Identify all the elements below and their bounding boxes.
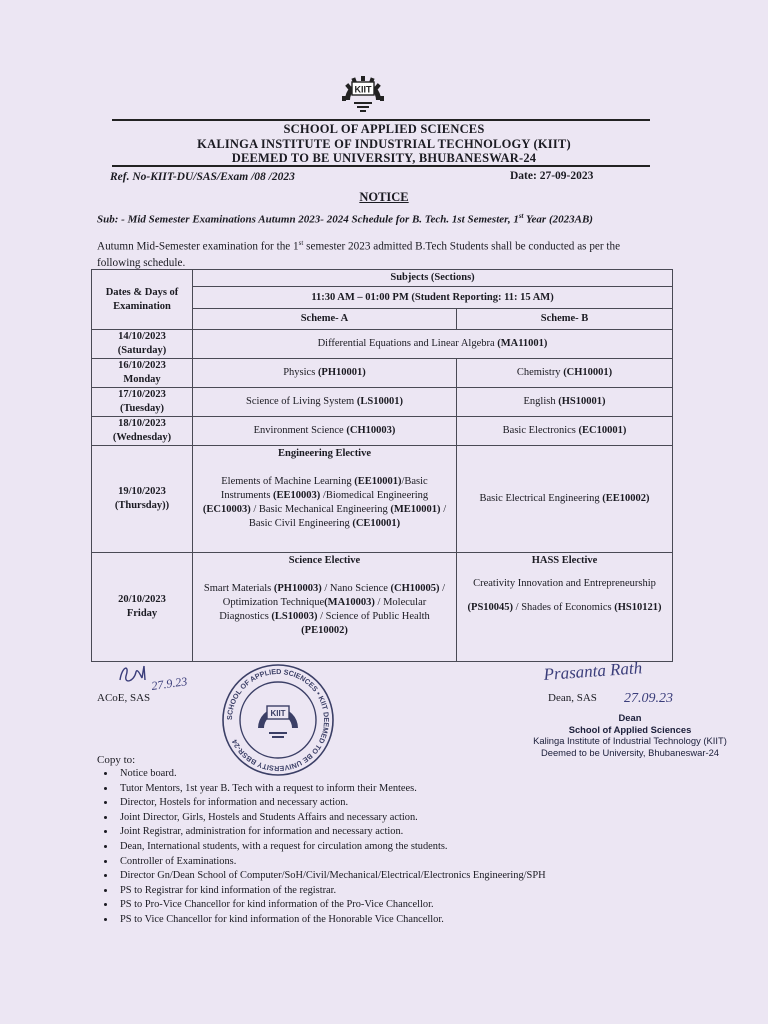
list-item: • Joint Director, Girls, Hostels and Students Affairs and necessary action.	[116, 811, 636, 826]
list-item: • Director, Hostels for information and necessary action.	[116, 796, 636, 811]
svg-text:KIIT: KIIT	[270, 709, 286, 718]
table-row	[92, 388, 673, 417]
scheme-b-subject: Basic Electrical Engineering (EE10002)	[457, 446, 673, 553]
institute-name: KALINGA INSTITUTE OF INDUSTRIAL TECHNOLOGY (KIIT)	[197, 137, 571, 151]
scheme-a-header: Scheme- A	[193, 309, 457, 330]
copy-to-label: Copy to:	[97, 754, 136, 766]
svg-text:KIIT: KIIT	[354, 84, 372, 95]
exam-date: 16/10/2023 Monday	[92, 359, 193, 388]
official-seal-icon	[218, 662, 338, 778]
scheme-a-subject: Physics (PH10001)	[193, 359, 457, 388]
list-item: • PS to Pro-Vice Chancellor for kind information of the Pro-Vice Chancellor.	[116, 898, 636, 913]
header-rule-top	[112, 119, 650, 121]
list-item: • PS to Registrar for kind information of the registrar.	[116, 884, 636, 899]
svg-text:27.09.23: 27.09.23	[624, 691, 673, 704]
subjects-header: Subjects (Sections)	[193, 270, 673, 287]
engineering-elective-cell: Engineering Elective Elements of Machine Learning (EE10001)/Basic Instruments (EE10003) /Biomedical Engineering (EC10003) / Basic Mechanical Engineering (ME10001) / Basic Civil Engineering (CE10001)	[193, 446, 457, 553]
table-row	[92, 330, 673, 359]
scheme-b-header: Scheme- B	[457, 309, 673, 330]
list-item: • PS to Vice Chancellor for kind information of the Honorable Vice Chancellor.	[116, 913, 636, 928]
scheme-b-subject: Basic Electronics (EC10001)	[457, 417, 673, 446]
list-item: • Dean, International students, with a request for circulation among the students.	[116, 840, 636, 855]
notice-title: NOTICE	[359, 190, 409, 204]
header-rule-bottom	[112, 165, 650, 167]
scheme-a-subject: Science of Living System (LS10001)	[193, 388, 457, 417]
science-elective-cell: Science Elective Smart Materials (PH10003) / Nano Science (CH10005) / Optimization Technique(MA10003) / Molecular Diagnostics (LS10003) / Science of Public Health (PE10002)	[193, 553, 457, 662]
exam-date: 14/10/2023 (Saturday)	[92, 330, 193, 359]
common-subject: Differential Equations and Linear Algebra (MA11001)	[193, 330, 673, 359]
school-name: SCHOOL OF APPLIED SCIENCES	[283, 122, 485, 136]
svg-text:Prasanta Rath: Prasanta Rath	[542, 658, 643, 684]
intro-paragraph: Autumn Mid-Semester examination for the 1st semester 2023 admitted B.Tech Students shall be conducted as per the following schedule.	[97, 239, 621, 269]
exam-date: 18/10/2023 (Wednesday)	[92, 417, 193, 446]
subject-line: Sub: - Mid Semester Examinations Autumn 2023- 2024 Schedule for B. Tech. 1st Semester, 1st Year (2023AB)	[97, 212, 593, 226]
hass-elective-cell: HASS Elective Creativity Innovation and Entrepreneurship (PS10045) / Shades of Economics (HS10121)	[457, 553, 673, 662]
list-item: • Tutor Mentors, 1st year B. Tech with a request to inform their Mentees.	[116, 782, 636, 797]
table-row	[92, 417, 673, 446]
copy-to-list	[100, 767, 636, 928]
reference-number: Ref. No-KIIT-DU/SAS/Exam /08 /2023	[110, 171, 295, 183]
notice-date: Date: 27-09-2023	[510, 170, 594, 182]
dean-stamp: Dean School of Applied Sciences Kalinga Institute of Industrial Technology (KIIT) Deemed to be University, Bhubaneswar-24	[533, 712, 727, 758]
scheme-b-subject: English (HS10001)	[457, 388, 673, 417]
dean-label: Dean, SAS	[548, 692, 597, 704]
svg-text:SCHOOL OF APPLIED SCIENCES • K: SCHOOL OF APPLIED SCIENCES • KIIT DEEMED TO BE UNIVERSITY BBSR-24	[224, 666, 332, 774]
list-item: • Notice board.	[116, 767, 636, 782]
exam-date: 20/10/2023 Friday	[92, 553, 193, 662]
list-item: • Director Gn/Dean School of Computer/SoH/Civil/Mechanical/Electrical/Electronics Engineering/SPH	[116, 869, 636, 884]
scheme-b-subject: Chemistry (CH10001)	[457, 359, 673, 388]
list-item: • Joint Registrar, administration for information and necessary action.	[116, 825, 636, 840]
table-row	[92, 446, 673, 553]
table-row	[92, 553, 673, 662]
svg-text:27.9.23: 27.9.23	[150, 674, 189, 693]
table-row	[92, 359, 673, 388]
exam-schedule-table	[91, 269, 673, 662]
university-name: DEEMED TO BE UNIVERSITY, BHUBANESWAR-24	[231, 151, 537, 165]
time-header: 11:30 AM – 01:00 PM (Student Reporting: 11: 15 AM)	[193, 287, 673, 309]
exam-date: 19/10/2023 (Thursday))	[92, 446, 193, 553]
exam-date: 17/10/2023 (Tuesday)	[92, 388, 193, 417]
acoe-label: ACoE, SAS	[97, 692, 151, 704]
kiit-logo-icon	[338, 70, 388, 114]
dates-header: Dates & Days of Examination	[92, 270, 193, 330]
list-item: • Controller of Examinations.	[116, 855, 636, 870]
scheme-a-subject: Environment Science (CH10003)	[193, 417, 457, 446]
